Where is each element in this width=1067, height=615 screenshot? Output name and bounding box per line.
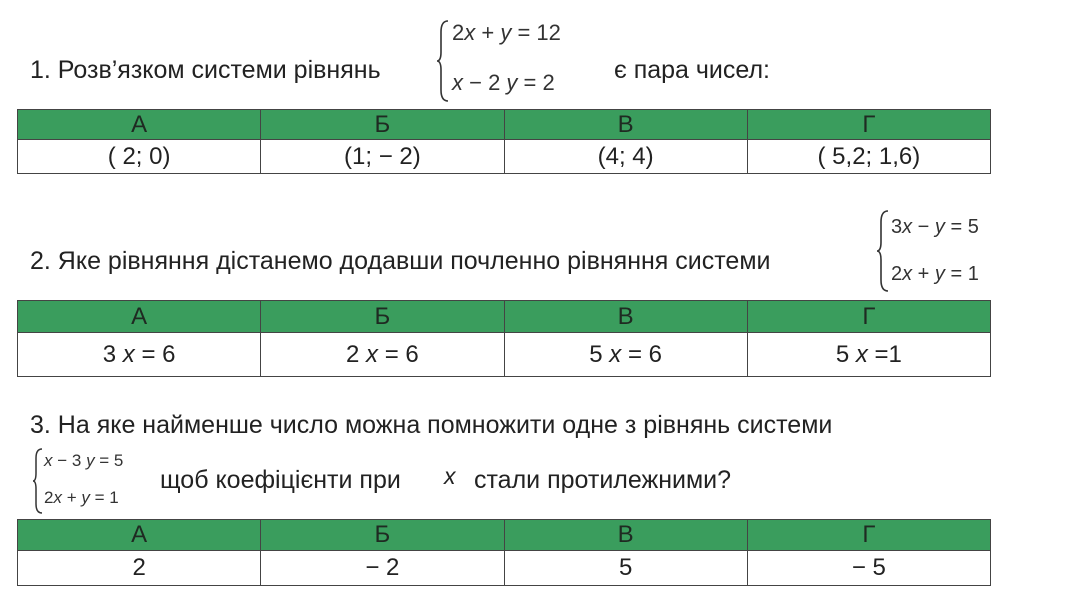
q2-equation-2: 2x + y = 1 — [891, 263, 979, 285]
q1-option-g[interactable]: ( 5,2; 1,6) — [747, 140, 990, 174]
brace-icon — [876, 208, 890, 294]
q3-option-b[interactable]: − 2 — [261, 551, 504, 586]
q3-system — [32, 446, 162, 516]
q3-option-a[interactable]: 2 — [18, 551, 261, 586]
q2-option-b-header: Б — [261, 301, 504, 333]
q1-answer-table — [17, 109, 991, 174]
q2-text: 2. Яке рівняння дістанемо додавши почленно рівняння системи — [30, 247, 771, 275]
q3-option-b-header: Б — [261, 520, 504, 551]
q1-equation-2: x − 2 y = 2 — [452, 70, 555, 95]
q2-option-b[interactable]: 2 x = 6 — [261, 333, 504, 377]
q2-option-g[interactable]: 5 x =1 — [747, 333, 990, 377]
q2-option-a[interactable]: 3 x = 6 — [18, 333, 261, 377]
q2-option-a-header: А — [18, 301, 261, 333]
q2-equation-1: 3x − y = 5 — [891, 216, 979, 238]
q3-text-mid: щоб коефіцієнти при — [160, 466, 401, 494]
q1-option-g-header: Г — [747, 110, 990, 140]
brace-icon — [436, 18, 450, 104]
q2-option-v-header: В — [504, 301, 747, 333]
q1-option-v-header: В — [504, 110, 747, 140]
q3-text-end: стали протилежними? — [474, 466, 732, 494]
q3-text: 3. На яке найменше число можна помножити одне з рівнянь системи — [30, 411, 833, 439]
q3-option-v-header: В — [504, 520, 747, 551]
q2-system — [876, 208, 1026, 294]
q2-option-v[interactable]: 5 x = 6 — [504, 333, 747, 377]
q1-equation-1: 2x + y = 12 — [452, 20, 561, 45]
q3-option-a-header: А — [18, 520, 261, 551]
q3-option-g[interactable]: − 5 — [747, 551, 990, 586]
brace-icon — [32, 446, 44, 516]
q2-option-g-header: Г — [747, 301, 990, 333]
q1-option-v[interactable]: (4; 4) — [504, 140, 747, 174]
q1-system — [436, 18, 606, 104]
q3-option-g-header: Г — [747, 520, 990, 551]
q1-option-b-header: Б — [261, 110, 504, 140]
q3-equation-1: x − 3 y = 5 — [44, 451, 124, 470]
q2-answer-table — [17, 300, 991, 377]
q3-variable: x — [444, 463, 456, 489]
q1-option-a[interactable]: ( 2; 0) — [18, 140, 261, 174]
q1-text: 1. Розв’язком системи рівнянь — [30, 56, 381, 84]
q3-option-v[interactable]: 5 — [504, 551, 747, 586]
q1-text-end: є пара чисел: — [614, 56, 770, 84]
q3-equation-2: 2x + y = 1 — [44, 488, 119, 507]
q1-option-a-header: А — [18, 110, 261, 140]
q3-answer-table — [17, 519, 991, 586]
q1-option-b[interactable]: (1; − 2) — [261, 140, 504, 174]
